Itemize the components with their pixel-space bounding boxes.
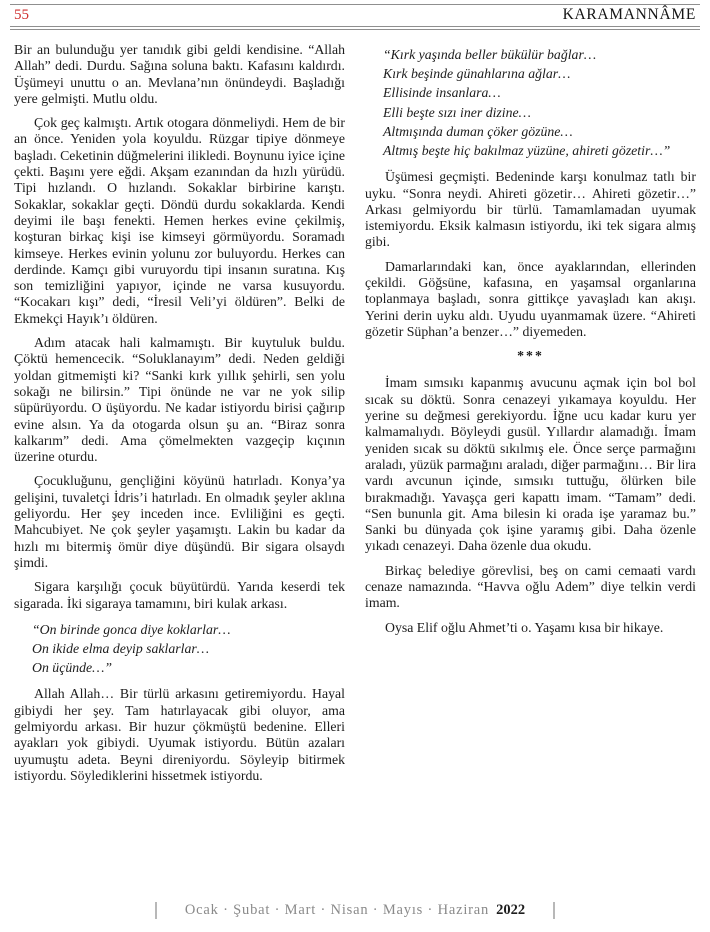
paragraph: Üşümesi geçmişti. Bedeninde karşı konulmaz tatlı bir uyku. “Sonra neydi. Ahireti gözetir… Ahireti gözetir…” Arkası gelmiyordu bir türlü. Tamamlamadan uyumak istemiyordu. Eksik kalmasın istiyordu, iki tek sigara almış gibi. [365,169,696,250]
header-row [10,5,700,26]
paragraph: Damarlarındaki kan, önce ayaklarından, ellerinden çekildi. Göğsüne, kafasına, en yaşamsal organlarına toplanmaya başladı, sonra gittikçe yavaşladı kan akışı. Yerini derin uyku aldı. Uyudu uyanmamak üzere. “Ahireti gözetir Süphan’a benzer…” diyemeden. [365,258,696,339]
footer-divider-right [553,902,555,919]
footer-year: 2022 [496,902,526,918]
footer-text [185,902,525,919]
journal-title: KARAMANNÂME [562,6,696,23]
verse-line: “On birinde gonca diye koklarlar… [32,621,231,637]
paragraph: Adım atacak hali kalmamıştı. Bir kuytuluk buldu. Çöktü hemencecik. “Soluklanayım” dedi. Neden geldiği yoldan gitmemişti ki? “Sanki kırk yıllık şehirli, sen yolu sokağı ne bilirsin.” Tipi önünde ne var ne yok silip süpürüyordu. O üşüyordu. Ne kadar istiyordu birisi çağırıp evine alsın. Ya da otogarda olsun şu an. “Biraz sonra kalkarım” dedi. Ama çömelmekten vazgeçip kıçının üzerine oturdu. [14,335,345,465]
verse-line: On ikide elma deyip saklarlar… [32,641,210,656]
section-separator: *** [517,348,544,364]
paragraph: Sigara karşılığı çocuk büyütürdü. Yarıda keserdi tek sigarada. İki sigaraya tamamını, biri kulak arkası. [14,579,345,611]
verse-line: Ellisinde insanlara… [383,85,501,101]
verse-block [32,620,345,678]
paragraph: Bir an bulunduğu yer tanıdık gibi geldi kendisine. “Allah Allah” dedi. Durdu. Sağına soluna baktı. Kafasını kaldırdı. Üşümeyi unuttu o an. Mevlana’nın önündeydi. Başladığı yere gelmişti. Mutlu oldu. [14,42,345,106]
page-footer [0,902,710,919]
verse-line: Altmışında duman çöker gözüne… [383,123,573,139]
page-header [0,0,710,30]
footer-months: Ocak · Şubat · Mart · Nisan · Mayıs · Haziran [184,902,490,918]
paragraph: Allah Allah… Bir türlü arkasını getiremiyordu. Hayal gibiydi her şey. Tam hatırlayacak gibi oluyor, ama gelmiyordu arkası. Bir huzur çökmüştü bedenine. Elleri ayakları yok gibiydi. Uyumak istiyordu. Bütün azaları uyumuştu adeta. Beyni direniyordu. Söyleyip bitirmek istiyordu. Söylediklerini hissetmek istiyordu. [14,686,345,783]
right-column [365,42,696,868]
paragraph: Çok geç kalmıştı. Artık otogara dönmeliydi. Hem de bir an önce. Yeniden yola koyuldu. Rüzgar tipiye dönmeye başladı. Ceketinin düğmelerini ilikledi. Boynunu iyice içine çekti. Başını yere eğdi. Akşam ezanından da hızlı yürüdü. Tipi hızlandı. O hızlandı. Sokaklar birbirine karıştı. Sokaklar, sokaklar geçti. Döndü durdu sokaklarda. Kendi deyimi ile başı fenekti. Hemen herkes evine çekilmiş, koşturan birkaç kişi ise kimseyi görmüyordu. Soramadı kimseye. Herkes evinin yolunu zor buluyordu. Herkes can derdinde. Kamçı gibi vuruyordu tipi insanın suratına. Kış son temizliğini yapıyor, içinde ne varsa kusuyordu. “Kocakarı kışı” dedi, “İresil Veli’yi öldüren”. Belki de Ekmekçi Hayık’ı öldüren. [14,115,345,326]
footer-divider-left [155,902,157,919]
paragraph: Çocukluğunu, gençliğini köyünü hatırladı. Konya’ya gelişini, tuvaletçi İdris’i hatırladı. En olmadık şeyler aklına geliyordu. Her şey inceden ince. Evliliğini es geçti. Mahcubiyet. Ne çok şeyler yaşamıştı. Lakin bu kadar da hızlı mı bitermiş ömür diye düşündü. Bir sigara olsaydı şimdi. [14,473,345,570]
verse-block [383,45,696,160]
verse-line: Kırk beşinde günahlarına ağlar… [383,66,571,82]
paragraph: Birkaç belediye görevlisi, beş on cami cemaati vardı cenaze namazında. “Havva oğlu Adem” diye telkin verdi imam. [365,562,696,611]
verse-line: Elli beşte sızı iner dizine… [383,104,531,120]
text-columns [0,30,710,868]
page-number: 55 [14,7,29,23]
left-column [14,42,345,868]
verse-line: “Kırk yaşında beller bükülür bağlar… [383,47,597,62]
verse-line: Altmış beşte hiç bakılmaz yüzüne, ahireti gözetir…” [383,143,671,159]
paragraph: Oysa Elif oğlu Ahmet’ti o. Yaşamı kısa bir hikaye. [385,619,664,635]
verse-line: On üçünde…” [32,660,113,676]
paragraph: İmam sımsıkı kapanmış avucunu açmak için bol bol sıcak su döktü. Sonra cenazeyi yıkamaya koyuldu. Her yerine su değmesi gerekiyordu. İğne ucu kadar kuru yer kalmamalıydı. Böyleydi gusül. Yıllardır alamadığı. İmam yeniden sıcak su döktü sıkılmış ele. Önce serçe parmağını araladı, yüzük parmağını araladı, diğer parmağını… Bir lira vardı avcunun içinde, sımsıkı tuttuğu, ölürken bile bırakmadığı. Yavaşça geri kapattı imam. “Tamam” dedi. “Sen bununla git. Ama bilesin ki orada işe yaramaz bu.” Sanki bu dünyada çok işine yaramış gibi. Daha özenle yıkadı cenazeyi. Daha özenle dua okudu. [365,375,696,554]
